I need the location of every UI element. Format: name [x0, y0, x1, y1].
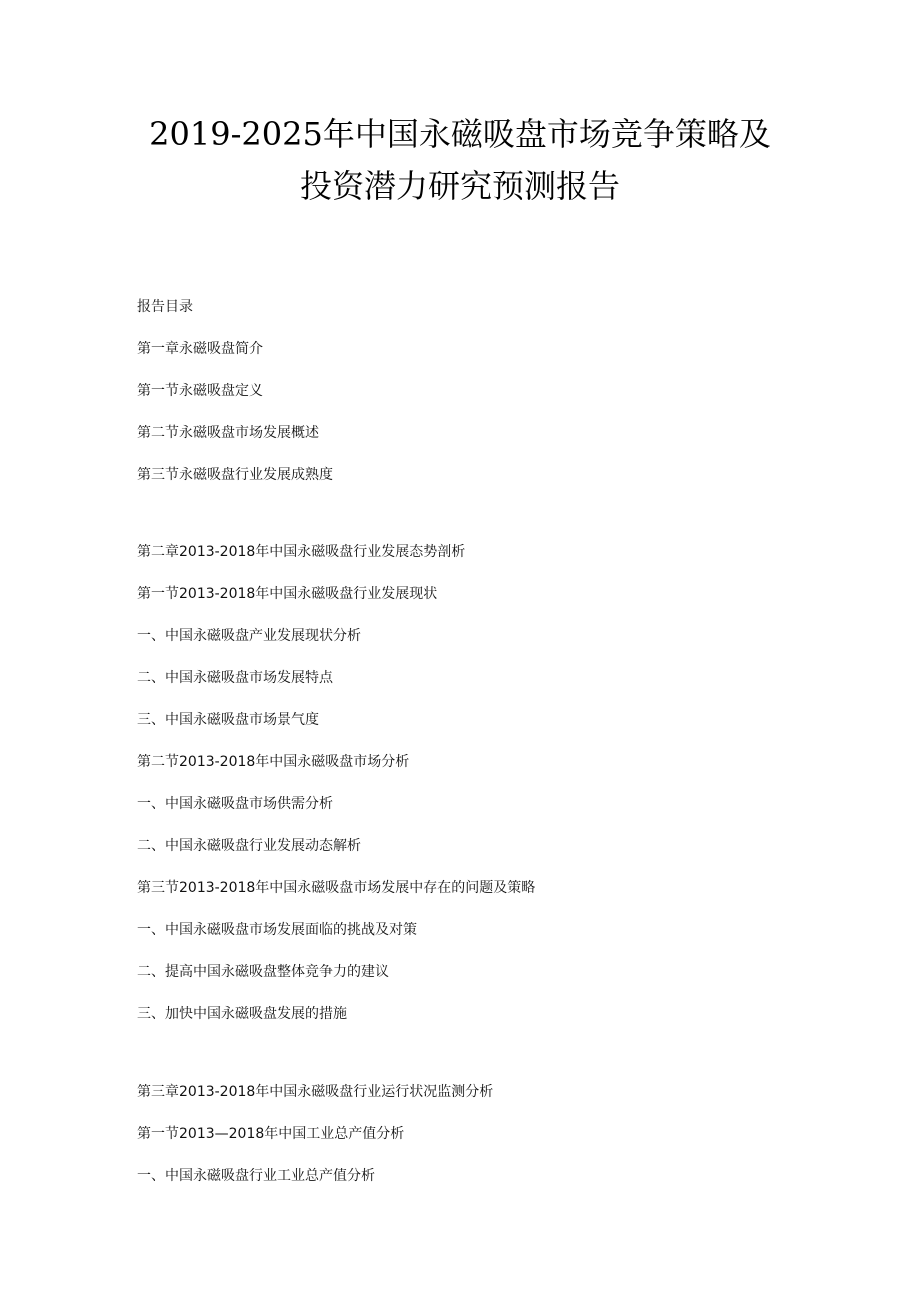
toc-section: 第二节永磁吸盘市场发展概述 [137, 425, 319, 441]
toc-item: 二、提高中国永磁吸盘整体竞争力的建议 [137, 964, 389, 980]
toc-section: 第一节2013—2018年中国工业总产值分析 [137, 1126, 405, 1142]
toc-section: 第三节2013-2018年中国永磁吸盘市场发展中存在的问题及策略 [137, 880, 536, 896]
toc-section: 第二节2013-2018年中国永磁吸盘市场分析 [137, 754, 410, 770]
toc-section: 第一节2013-2018年中国永磁吸盘行业发展现状 [137, 586, 438, 602]
toc-item: 一、中国永磁吸盘产业发展现状分析 [137, 628, 361, 644]
toc-item: 三、加快中国永磁吸盘发展的措施 [137, 1006, 347, 1022]
toc-section: 第三节永磁吸盘行业发展成熟度 [137, 467, 333, 483]
toc-item: 三、中国永磁吸盘市场景气度 [137, 712, 319, 728]
report-title-line-2: 投资潜力研究预测报告 [299, 167, 620, 205]
toc-heading: 报告目录 [137, 299, 193, 315]
toc-chapter: 第二章2013-2018年中国永磁吸盘行业发展态势剖析 [137, 544, 466, 560]
toc-item: 一、中国永磁吸盘市场发展面临的挑战及对策 [137, 922, 417, 938]
toc-section: 第一节永磁吸盘定义 [137, 383, 263, 399]
toc-item: 一、中国永磁吸盘市场供需分析 [137, 796, 333, 812]
toc-item: 一、中国永磁吸盘行业工业总产值分析 [137, 1168, 375, 1184]
toc-item: 二、中国永磁吸盘行业发展动态解析 [137, 838, 361, 854]
report-title-line-1: 2019-2025年中国永磁吸盘市场竞争策略及 [149, 115, 771, 153]
toc-chapter: 第三章2013-2018年中国永磁吸盘行业运行状况监测分析 [137, 1084, 494, 1100]
toc-chapter: 第一章永磁吸盘简介 [137, 341, 263, 357]
toc-item: 二、中国永磁吸盘市场发展特点 [137, 670, 333, 686]
